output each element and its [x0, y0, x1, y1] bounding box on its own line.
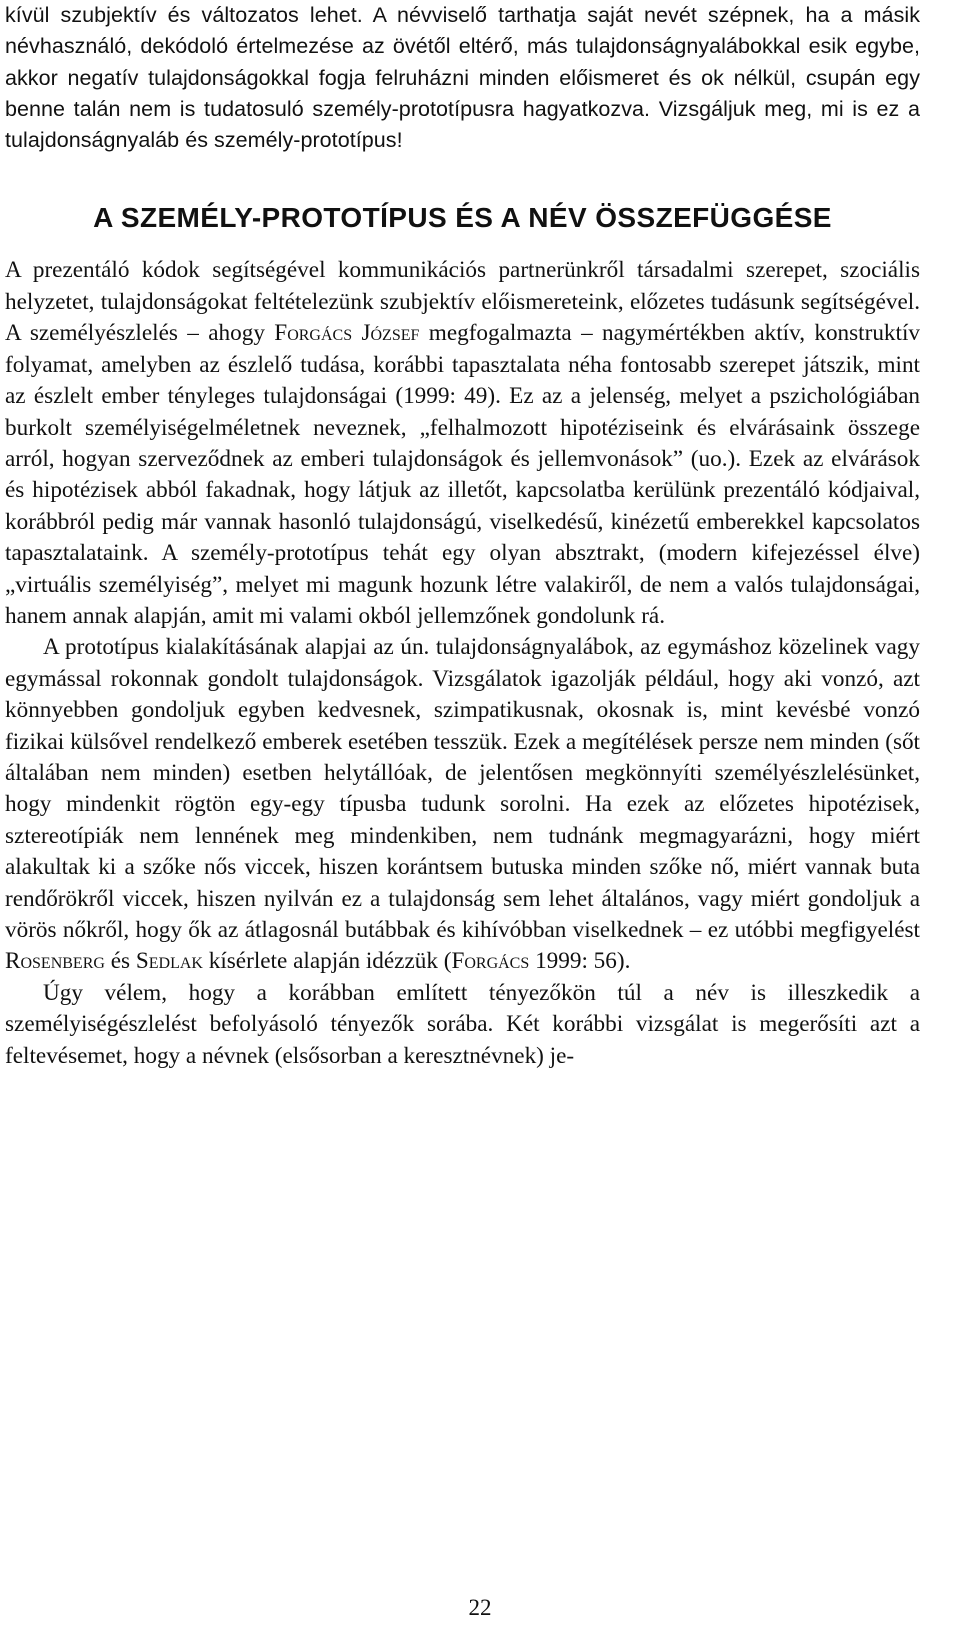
author-name-rosenberg: Rosenberg: [5, 948, 105, 975]
paragraph-2-part-a: A prototípus kialakításának alapjai az ún. tulajdonságnyalábok, az egymáshoz közelinek vagy egymással rokonnak gondolt tulajdonságok. Vizsgálatok igazolják például, hogy aki vonzó, azt könnyebben gondoljuk egyben kedvesnek, szimpatikusnak, okosnak is, mint kevésbé vonzó fizikai külsővel rendelkező emberek esetében tesszük. Ezek a megítélések persze nem minden (sőt általában nem minden) esetben helytállóak, de jelentősen megkönnyíti személyészlelésünket, hogy mindenkit rögtön egy-egy típusba tudunk sorolni. Ha ezek az előzetes hipotézisek, sztereotípiák nem lennének meg mindenkiben, nem tudnánk megmagyarázni, hogy miért alakultak ki a szőke nős viccek, hiszen korántsem butuska minden szőke nő, miért vannak buta rendőrökről viccek, hiszen nyilván ez a tulajdonság sem lehet általános, vagy miért gondoljuk a vörös nőkről, hogy ők az átlagosnál butábbak és kihívóbban viselkednek – ez utóbbi megfigyelést: [5, 634, 920, 944]
author-name-forgacs: Forgács: [451, 948, 530, 975]
paragraph-1: [5, 255, 920, 632]
page-content: [5, 0, 920, 1072]
paragraph-1-part-a: A prezentáló kódok segítségével kommunikációs partnerünkről társadalmi szerepet, szociális helyzetet, tulajdonságokat feltételezünk szubjektív előismereteink, előzetes tudásunk segítségével. A személyészlelés – ahogy: [5, 257, 920, 347]
intro-paragraph: kívül szubjektív és változatos lehet. A névviselő tarthatja saját nevét szépnek, ha a másik névhasználó, dekódoló értelmezése az övétől eltérő, más tulajdonságnyalábokkal esik egybe, akkor negatív tulajdonságokkal fogja felruházni minden előismeret és ok nélkül, csupán egy benne talán nem is tudatosuló személy-prototípusra hagyatkozva. Vizsgáljuk meg, mi is ez a tulajdonságnyaláb és személy-prototípus!: [5, 3, 920, 153]
section-heading: A SZEMÉLY-PROTOTÍPUS ÉS A NÉV ÖSSZEFÜGGÉSE: [93, 202, 832, 234]
paragraph-3: Úgy vélem, hogy a korábban említett tényezőkön túl a név is illeszkedik a személyiségészlelést befolyásoló tényezők sorába. Két korábbi vizsgálat is megerősíti azt a feltevésemet, hogy a névnek (elsősorban a keresztnévnek) je-: [5, 979, 920, 1069]
author-name-sedlak: Sedlak: [135, 948, 203, 975]
page-number: 22: [468, 1595, 492, 1620]
paragraph-2: [5, 632, 920, 977]
paragraph-2-conjunction: és: [104, 948, 136, 975]
paragraph-2-part-b: kísérlete alapján idézzük (: [202, 948, 452, 975]
body-text: [5, 255, 920, 1072]
paragraph-2-part-c: 1999: 56).: [529, 948, 631, 975]
paragraph-1-part-b: megfogalmazta – nagymértékben aktív, konstruktív folyamat, amelyben az észlelő tudása, korábbi tapasztalata néha fontosabb szerepet játszik, mint az észlelt ember tényleges tulajdonságai (1999: 49). Ez az a jelenség, melyet a pszichológiában burkolt személyiségelméletnek neveznek, „felhalmozott hipotéziseink és elvárásaink összege arról, hogyan szerveződnek az emberi tulajdonságok és jellemvonások” (uo.). Ezek az elvárások és hipotézisek abból fakadnak, hogy látjuk az illetőt, kapcsolatba kerülünk prezentáló kódjaival, korábbról pedig már vannak hasonló tulajdonságú, viselkedésű, kinézetű emberekkel kapcsolatos tapasztalataink. A személy-prototípus tehát egy olyan absztrakt, (modern kifejezéssel élve) „virtuális személyiség”, melyet mi magunk hozunk létre valakiről, de nem a valós tulajdonságai, hanem annak alapján, amit mi valami okból jellemzőnek gondolunk rá.: [5, 320, 921, 629]
author-name-forgacs-jozsef: Forgács József: [274, 320, 420, 347]
